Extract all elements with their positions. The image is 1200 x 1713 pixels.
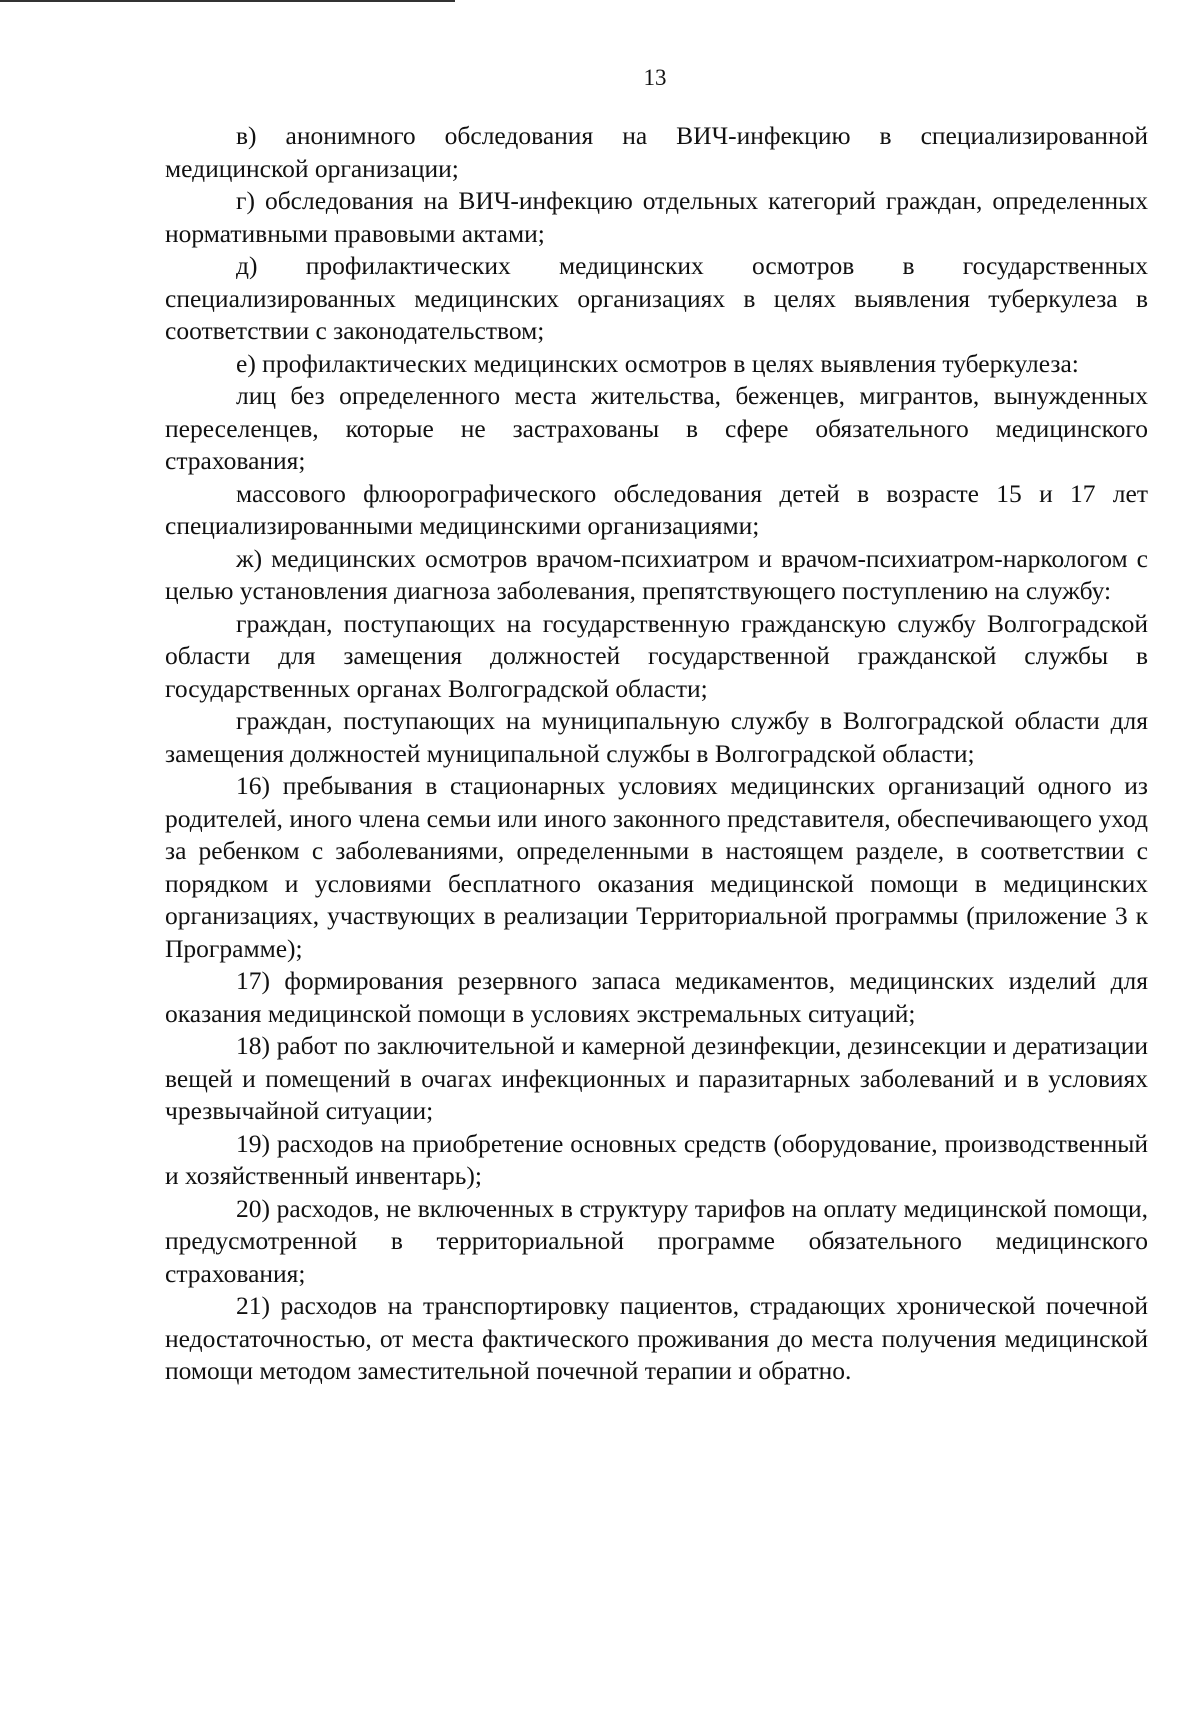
list-item-g-hiv-testing-categories: г) обследования на ВИЧ-инфекцию отдельных категорий граждан, определенных нормативными правовыми актами; (165, 186, 1148, 248)
list-item-zh-psychiatric-exams: ж) медицинских осмотров врачом-психиатром и врачом-психиатром-наркологом с целью установления диагноза заболевания, препятствующего поступлению на службу: (165, 543, 1148, 605)
sub-item-fluorography-children: массового флюорографического обследования детей в возрасте 15 и 17 лет специализированными медицинскими организациями; (165, 478, 1148, 540)
list-item-20-excluded-expenses: 20) расходов, не включенных в структуру тарифов на оплату медицинской помощи, предусмотренной в территориальной программе обязательного медицинского страхования; (165, 1193, 1148, 1288)
sub-item-municipal-service-applicants: граждан, поступающих на муниципальную службу в Волгоградской области для замещения должностей муниципальной службы в Волгоградской области; (165, 706, 1148, 768)
sub-item-uninsured-persons: лиц без определенного места жительства, беженцев, мигрантов, вынужденных переселенцев, которые не застрахованы в сфере обязательного медицинского страхования; (165, 381, 1148, 475)
list-item-19-fixed-assets: 19) расходов на приобретение основных средств (оборудование, производственный и хозяйственный инвентарь); (165, 1128, 1148, 1190)
list-item-16-parent-stay: 16) пребывания в стационарных условиях медицинских организаций одного из родителей, иного члена семьи или иного законного представителя, обеспечивающего уход за ребенком с заболеваниями, определенными в настоящем разделе, в соответствии с порядком и условиями бесплатного оказания медицинской помощи в медицинских организациях, участвующих в реализации Территориальной программы (приложение 3 к Программе); (165, 771, 1148, 963)
list-item-e-tuberculosis-exams: е) профилактических медицинских осмотров в целях выявления туберкулеза: (236, 348, 1079, 378)
list-item-18-disinfection: 18) работ по заключительной и камерной дезинфекции, дезинсекции и дератизации вещей и помещений в очагах инфекционных и паразитарных заболеваний и в условиях чрезвычайной ситуации; (165, 1031, 1148, 1125)
list-item-v-anonymous-hiv-testing: в) анонимного обследования на ВИЧ-инфекцию в специализированной медицинской организации; (165, 121, 1148, 183)
top-edge-rule (0, 0, 455, 2)
list-item-d-preventive-exams: д) профилактических медицинских осмотров в государственных специализированных медицинских организациях в целях выявления туберкулеза в соответствии с законодательством; (165, 251, 1148, 345)
document-body (165, 120, 1148, 1388)
page-number: 13 (643, 65, 667, 90)
list-item-21-patient-transport: 21) расходов на транспортировку пациентов, страдающих хронической почечной недостаточностью, от места фактического проживания до места получения медицинской помощи методом заместительной почечной терапии и обратно. (165, 1291, 1148, 1385)
list-item-17-reserve-stock: 17) формирования резервного запаса медикаментов, медицинских изделий для оказания медицинской помощи в условиях экстремальных ситуаций; (165, 966, 1148, 1028)
sub-item-state-service-applicants: граждан, поступающих на государственную гражданскую службу Волгоградской области для замещения должностей государственной гражданской службы в государственных органах Волгоградской области; (165, 608, 1148, 703)
